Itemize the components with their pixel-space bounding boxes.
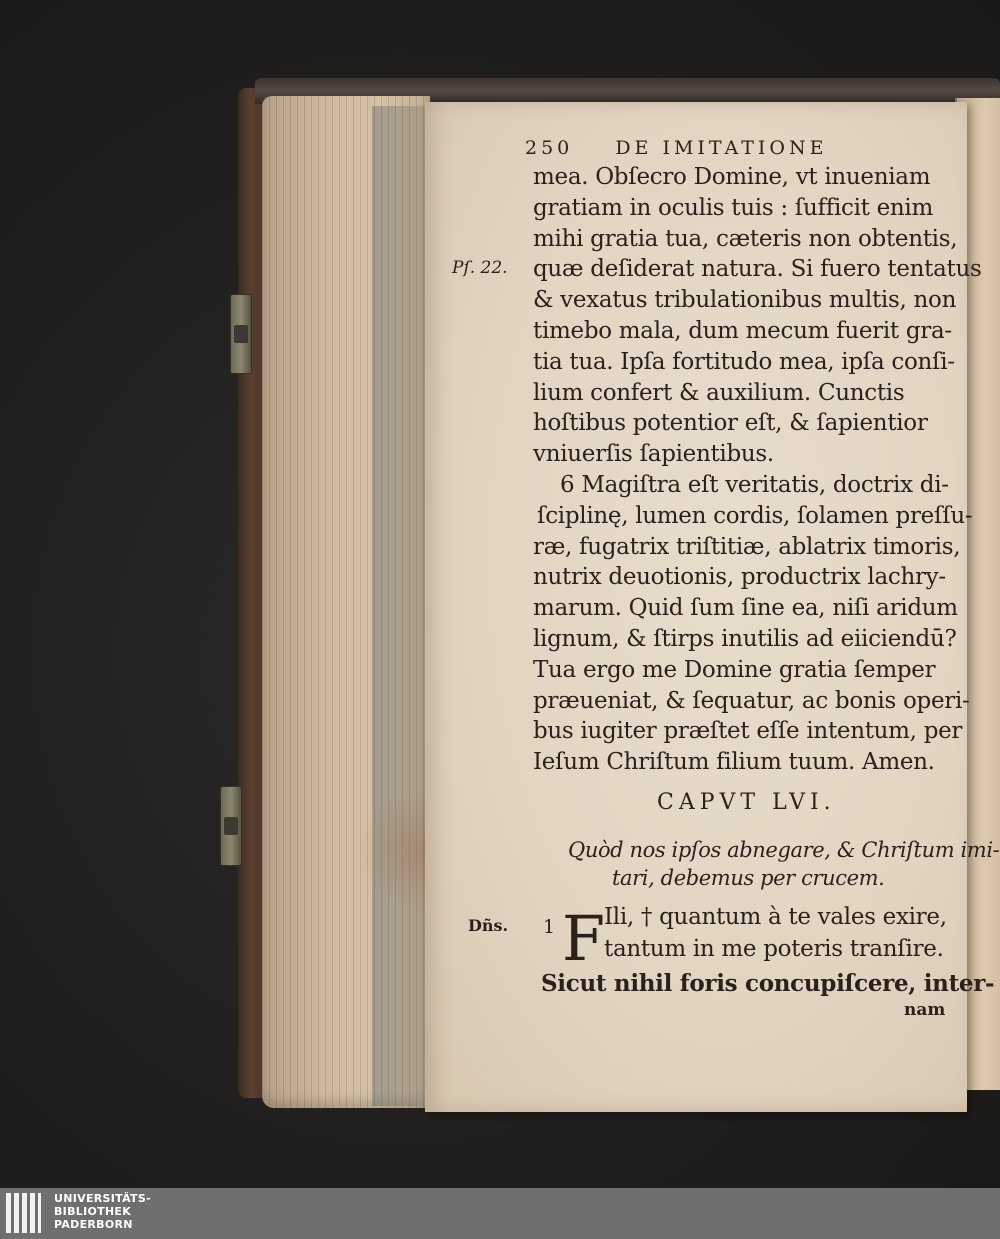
paragraph-line: marum. Quid ſum ſine ea, niſi aridum bbox=[533, 595, 958, 622]
library-name bbox=[54, 1192, 151, 1231]
page-number: 250 bbox=[525, 137, 574, 159]
library-name-line-2: BIBLIOTHEK bbox=[54, 1205, 132, 1218]
drop-cap-initial: F bbox=[562, 902, 606, 975]
library-logo-icon bbox=[6, 1193, 48, 1233]
paragraph-line: nutrix deuotionis, productrix lachry- bbox=[533, 564, 946, 591]
paragraph-line: hoſtibus potentior eſt, & ſapientior bbox=[533, 410, 928, 437]
margin-note-psalm: Pſ. 22. bbox=[452, 258, 508, 278]
paragraph-line: timebo mala, dum mecum fuerit gra- bbox=[533, 318, 952, 344]
chapter-heading: CAPVT LVI. bbox=[657, 790, 836, 815]
paragraph-line: gratiam in oculis tuis : ſufficit enim bbox=[533, 194, 933, 221]
upper-clasp bbox=[230, 294, 252, 374]
paragraph-line: ræ, fugatrix triſtitiæ, ablatrix timoris, bbox=[533, 533, 961, 560]
paragraph-line: mea. Obſecro Domine, vt inueniam bbox=[533, 164, 931, 190]
paragraph-line: Ieſum Chriſtum filium tuum. Amen. bbox=[533, 749, 935, 776]
running-title: DE IMITATIONE bbox=[615, 137, 828, 159]
opening-line-1: Ili, † quantum à te vales exire, bbox=[604, 904, 947, 930]
paragraph-line: lium confert & auxilium. Cunctis bbox=[533, 379, 905, 406]
chapter-title-line-2: tari, debemus per crucem. bbox=[612, 866, 885, 890]
running-head bbox=[525, 137, 828, 159]
library-name-line-1: UNIVERSITÄTS- bbox=[54, 1192, 151, 1205]
paragraph-line: lignum, & ſtirps inutilis ad eiiciendū? bbox=[533, 626, 957, 652]
lower-clasp bbox=[220, 786, 242, 866]
opening-line-2: tantum in me poteris tranſire. bbox=[604, 936, 944, 962]
paragraph-line: & vexatus tribulationibus multis, non bbox=[533, 287, 957, 314]
paragraph-line: mihi gratia tua, cæteris non obtentis, bbox=[533, 225, 958, 252]
paragraph-line: tia tua. Ipſa fortitudo mea, ipſa conſi- bbox=[533, 348, 955, 375]
paragraph-line: 6 Magiſtra eſt veritatis, doctrix di- bbox=[560, 472, 949, 498]
paragraph-line: Tua ergo me Domine gratia ſemper bbox=[533, 656, 936, 683]
final-line: Sicut nihil foris concupiſcere, inter- bbox=[541, 970, 995, 997]
catchword: nam bbox=[904, 1000, 946, 1020]
chapter-title-line-1: Quòd nos ipſos abnegare, & Chriſtum imi- bbox=[568, 838, 1000, 862]
paragraph-line: bus iugiter præſtet eſſe intentum, per bbox=[533, 718, 963, 745]
paragraph-line: præueniat, & ſequatur, ac bonis operi- bbox=[533, 687, 970, 714]
paragraph-line: ſciplinę, lumen cordis, ſolamen preſſu- bbox=[537, 502, 973, 529]
paragraph-line: vniuerſis ſapientibus. bbox=[533, 441, 774, 468]
margin-note-dominus: Dñs. bbox=[468, 916, 509, 935]
paragraph-line: quæ deſiderat natura. Si fuero tentatus bbox=[533, 256, 982, 283]
library-name-line-3: PADERBORN bbox=[54, 1218, 133, 1231]
library-footer bbox=[0, 1188, 1000, 1239]
page-fore-edges bbox=[262, 96, 430, 1108]
verse-number: 1 bbox=[543, 916, 556, 938]
